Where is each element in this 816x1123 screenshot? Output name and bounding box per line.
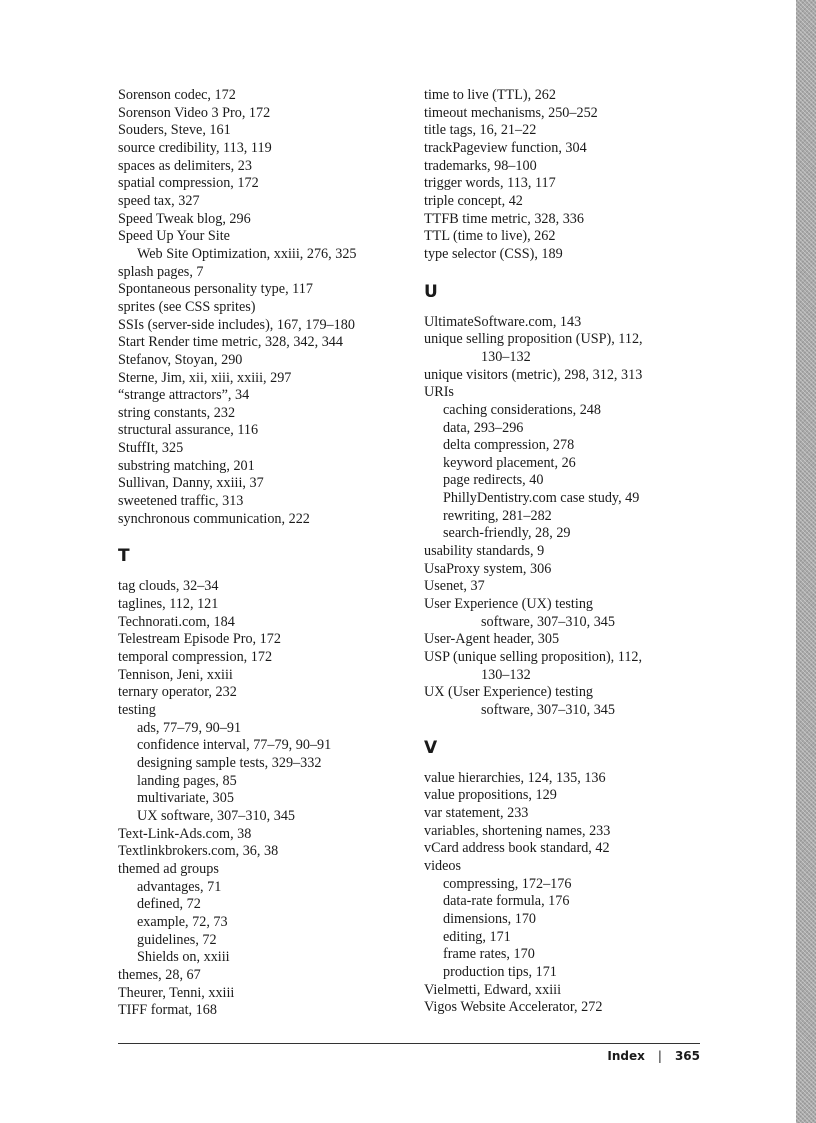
index-entry: StuffIt, 325 <box>118 440 184 457</box>
index-subentry: data-rate formula, 176 <box>443 893 570 910</box>
index-entry: title tags, 16, 21–22 <box>424 122 537 139</box>
index-subentry: Shields on, xxiii <box>137 949 230 966</box>
index-entry: Tennison, Jeni, xxiii <box>118 666 233 683</box>
index-entry: value propositions, 129 <box>424 787 557 804</box>
index-entry: videos <box>424 857 462 874</box>
index-subentry: multivariate, 305 <box>137 790 234 807</box>
page-edge-texture <box>796 0 816 1123</box>
index-entry: TTFB time metric, 328, 336 <box>424 210 584 227</box>
index-entry: substring matching, 201 <box>118 457 255 474</box>
index-entry: Text-Link-Ads.com, 38 <box>118 825 252 842</box>
index-entry: time to live (TTL), 262 <box>424 87 556 103</box>
index-entry: Sorenson codec, 172 <box>118 87 236 103</box>
index-entry: Technorati.com, 184 <box>118 613 235 630</box>
index-subentry: dimensions, 170 <box>443 910 537 927</box>
index-column-left <box>118 87 408 1020</box>
index-entry: triple concept, 42 <box>424 192 523 209</box>
index-entry: usability standards, 9 <box>424 543 545 560</box>
index-entry: type selector (CSS), 189 <box>424 245 563 262</box>
index-entry: var statement, 233 <box>424 804 529 821</box>
index-entry: UsaProxy system, 306 <box>424 560 552 577</box>
index-subentry: guidelines, 72 <box>137 931 217 948</box>
index-subentry: frame rates, 170 <box>443 946 535 963</box>
index-entry: themes, 28, 67 <box>118 966 201 983</box>
index-entry: structural assurance, 116 <box>118 422 259 439</box>
index-subentry: caching considerations, 248 <box>443 401 601 418</box>
index-entry: unique selling proposition (USP), 112, <box>424 331 643 348</box>
page-number: 365 <box>674 1049 700 1063</box>
index-subentry: example, 72, 73 <box>137 913 228 930</box>
index-entry: source credibility, 113, 119 <box>118 139 272 156</box>
index-entry: User Experience (UX) testing <box>424 596 594 613</box>
index-subentry: ads, 77–79, 90–91 <box>137 719 242 736</box>
index-entry: tag clouds, 32–34 <box>118 578 219 595</box>
index-entry: themed ad groups <box>118 860 219 877</box>
index-entry: Stefanov, Stoyan, 290 <box>118 351 243 368</box>
index-subentry: keyword placement, 26 <box>443 454 576 471</box>
index-entry: timeout mechanisms, 250–252 <box>424 104 598 121</box>
index-entry: Souders, Steve, 161 <box>118 122 231 139</box>
index-entry: taglines, 112, 121 <box>118 596 219 613</box>
index-entry-continuation: software, 307–310, 345 <box>481 702 615 718</box>
index-subentry: Web Site Optimization, xxiii, 276, 325 <box>137 245 357 262</box>
index-letter-heading: U <box>424 281 438 302</box>
index-entry: Theurer, Tenni, xxiii <box>118 984 235 1001</box>
index-entry: sweetened traffic, 313 <box>118 493 244 510</box>
index-subentry: confidence interval, 77–79, 90–91 <box>137 737 332 754</box>
index-entry: URIs <box>424 384 454 401</box>
page-footer <box>607 1049 700 1063</box>
index-subentry: editing, 171 <box>443 928 511 945</box>
index-subentry: PhillyDentistry.com case study, 49 <box>443 490 640 507</box>
index-subentry: rewriting, 281–282 <box>443 507 552 524</box>
index-subentry: page redirects, 40 <box>443 472 544 489</box>
index-subentry: UX software, 307–310, 345 <box>137 807 296 824</box>
index-entry: vCard address book standard, 42 <box>424 840 610 857</box>
index-entry: Textlinkbrokers.com, 36, 38 <box>118 843 279 860</box>
index-entry: value hierarchies, 124, 135, 136 <box>424 769 606 786</box>
footer-rule <box>118 1043 700 1044</box>
footer-section-label: Index <box>607 1049 645 1063</box>
index-entry: UltimateSoftware.com, 143 <box>424 313 582 330</box>
index-subentry: defined, 72 <box>137 896 201 913</box>
index-entry-continuation: software, 307–310, 345 <box>481 613 615 630</box>
index-column-right <box>424 87 724 1017</box>
index-subentry: production tips, 171 <box>443 963 557 980</box>
index-entry: Start Render time metric, 328, 342, 344 <box>118 334 343 351</box>
index-entry: Vielmetti, Edward, xxiii <box>424 981 562 998</box>
index-entry: string constants, 232 <box>118 404 236 421</box>
index-entry: ternary operator, 232 <box>118 684 237 701</box>
index-entry: trademarks, 98–100 <box>424 157 537 174</box>
index-entry: trigger words, 113, 117 <box>424 175 556 192</box>
index-entry: splash pages, 7 <box>118 263 204 280</box>
index-entry: Speed Up Your Site <box>118 228 230 245</box>
index-entry: Spontaneous personality type, 117 <box>118 281 313 298</box>
index-entry: speed tax, 327 <box>118 192 200 209</box>
index-entry: synchronous communication, 222 <box>118 510 310 527</box>
index-entry: spaces as delimiters, 23 <box>118 157 252 174</box>
index-entry: Sorenson Video 3 Pro, 172 <box>118 104 271 121</box>
index-entry: Sterne, Jim, xii, xiii, xxiii, 297 <box>118 369 292 386</box>
index-entry: USP (unique selling proposition), 112, <box>424 649 643 666</box>
index-entry: User-Agent header, 305 <box>424 631 560 648</box>
index-entry: testing <box>118 702 156 718</box>
index-entry: trackPageview function, 304 <box>424 139 587 156</box>
index-entry: sprites (see CSS sprites) <box>118 298 256 315</box>
index-entry-continuation: 130–132 <box>481 666 531 683</box>
index-entry: “strange attractors”, 34 <box>118 387 250 404</box>
index-entry: UX (User Experience) testing <box>424 684 594 701</box>
index-entry: Sullivan, Danny, xxiii, 37 <box>118 475 264 492</box>
index-entry: Usenet, 37 <box>424 578 485 595</box>
index-subentry: compressing, 172–176 <box>443 875 572 892</box>
index-entry: TIFF format, 168 <box>118 1002 217 1019</box>
index-subentry: search-friendly, 28, 29 <box>443 525 571 542</box>
index-entry: Telestream Episode Pro, 172 <box>118 631 281 648</box>
index-entry: temporal compression, 172 <box>118 649 273 666</box>
index-subentry: landing pages, 85 <box>137 772 237 789</box>
index-entry-continuation: 130–132 <box>481 348 531 365</box>
index-entry: unique visitors (metric), 298, 312, 313 <box>424 366 643 383</box>
index-entry: spatial compression, 172 <box>118 175 259 192</box>
index-subentry: advantages, 71 <box>137 878 222 895</box>
index-entry: variables, shortening names, 233 <box>424 822 611 839</box>
index-subentry: designing sample tests, 329–332 <box>137 754 322 771</box>
index-letter-heading: V <box>424 737 438 758</box>
index-entry: Speed Tweak blog, 296 <box>118 210 251 227</box>
index-entry: Vigos Website Accelerator, 272 <box>424 999 603 1016</box>
index-letter-heading: T <box>118 546 130 567</box>
index-entry: SSIs (server-side includes), 167, 179–180 <box>118 316 355 333</box>
footer-separator: | <box>657 1049 662 1063</box>
index-entry: TTL (time to live), 262 <box>424 228 556 245</box>
index-subentry: delta compression, 278 <box>443 437 575 454</box>
index-subentry: data, 293–296 <box>443 419 524 436</box>
